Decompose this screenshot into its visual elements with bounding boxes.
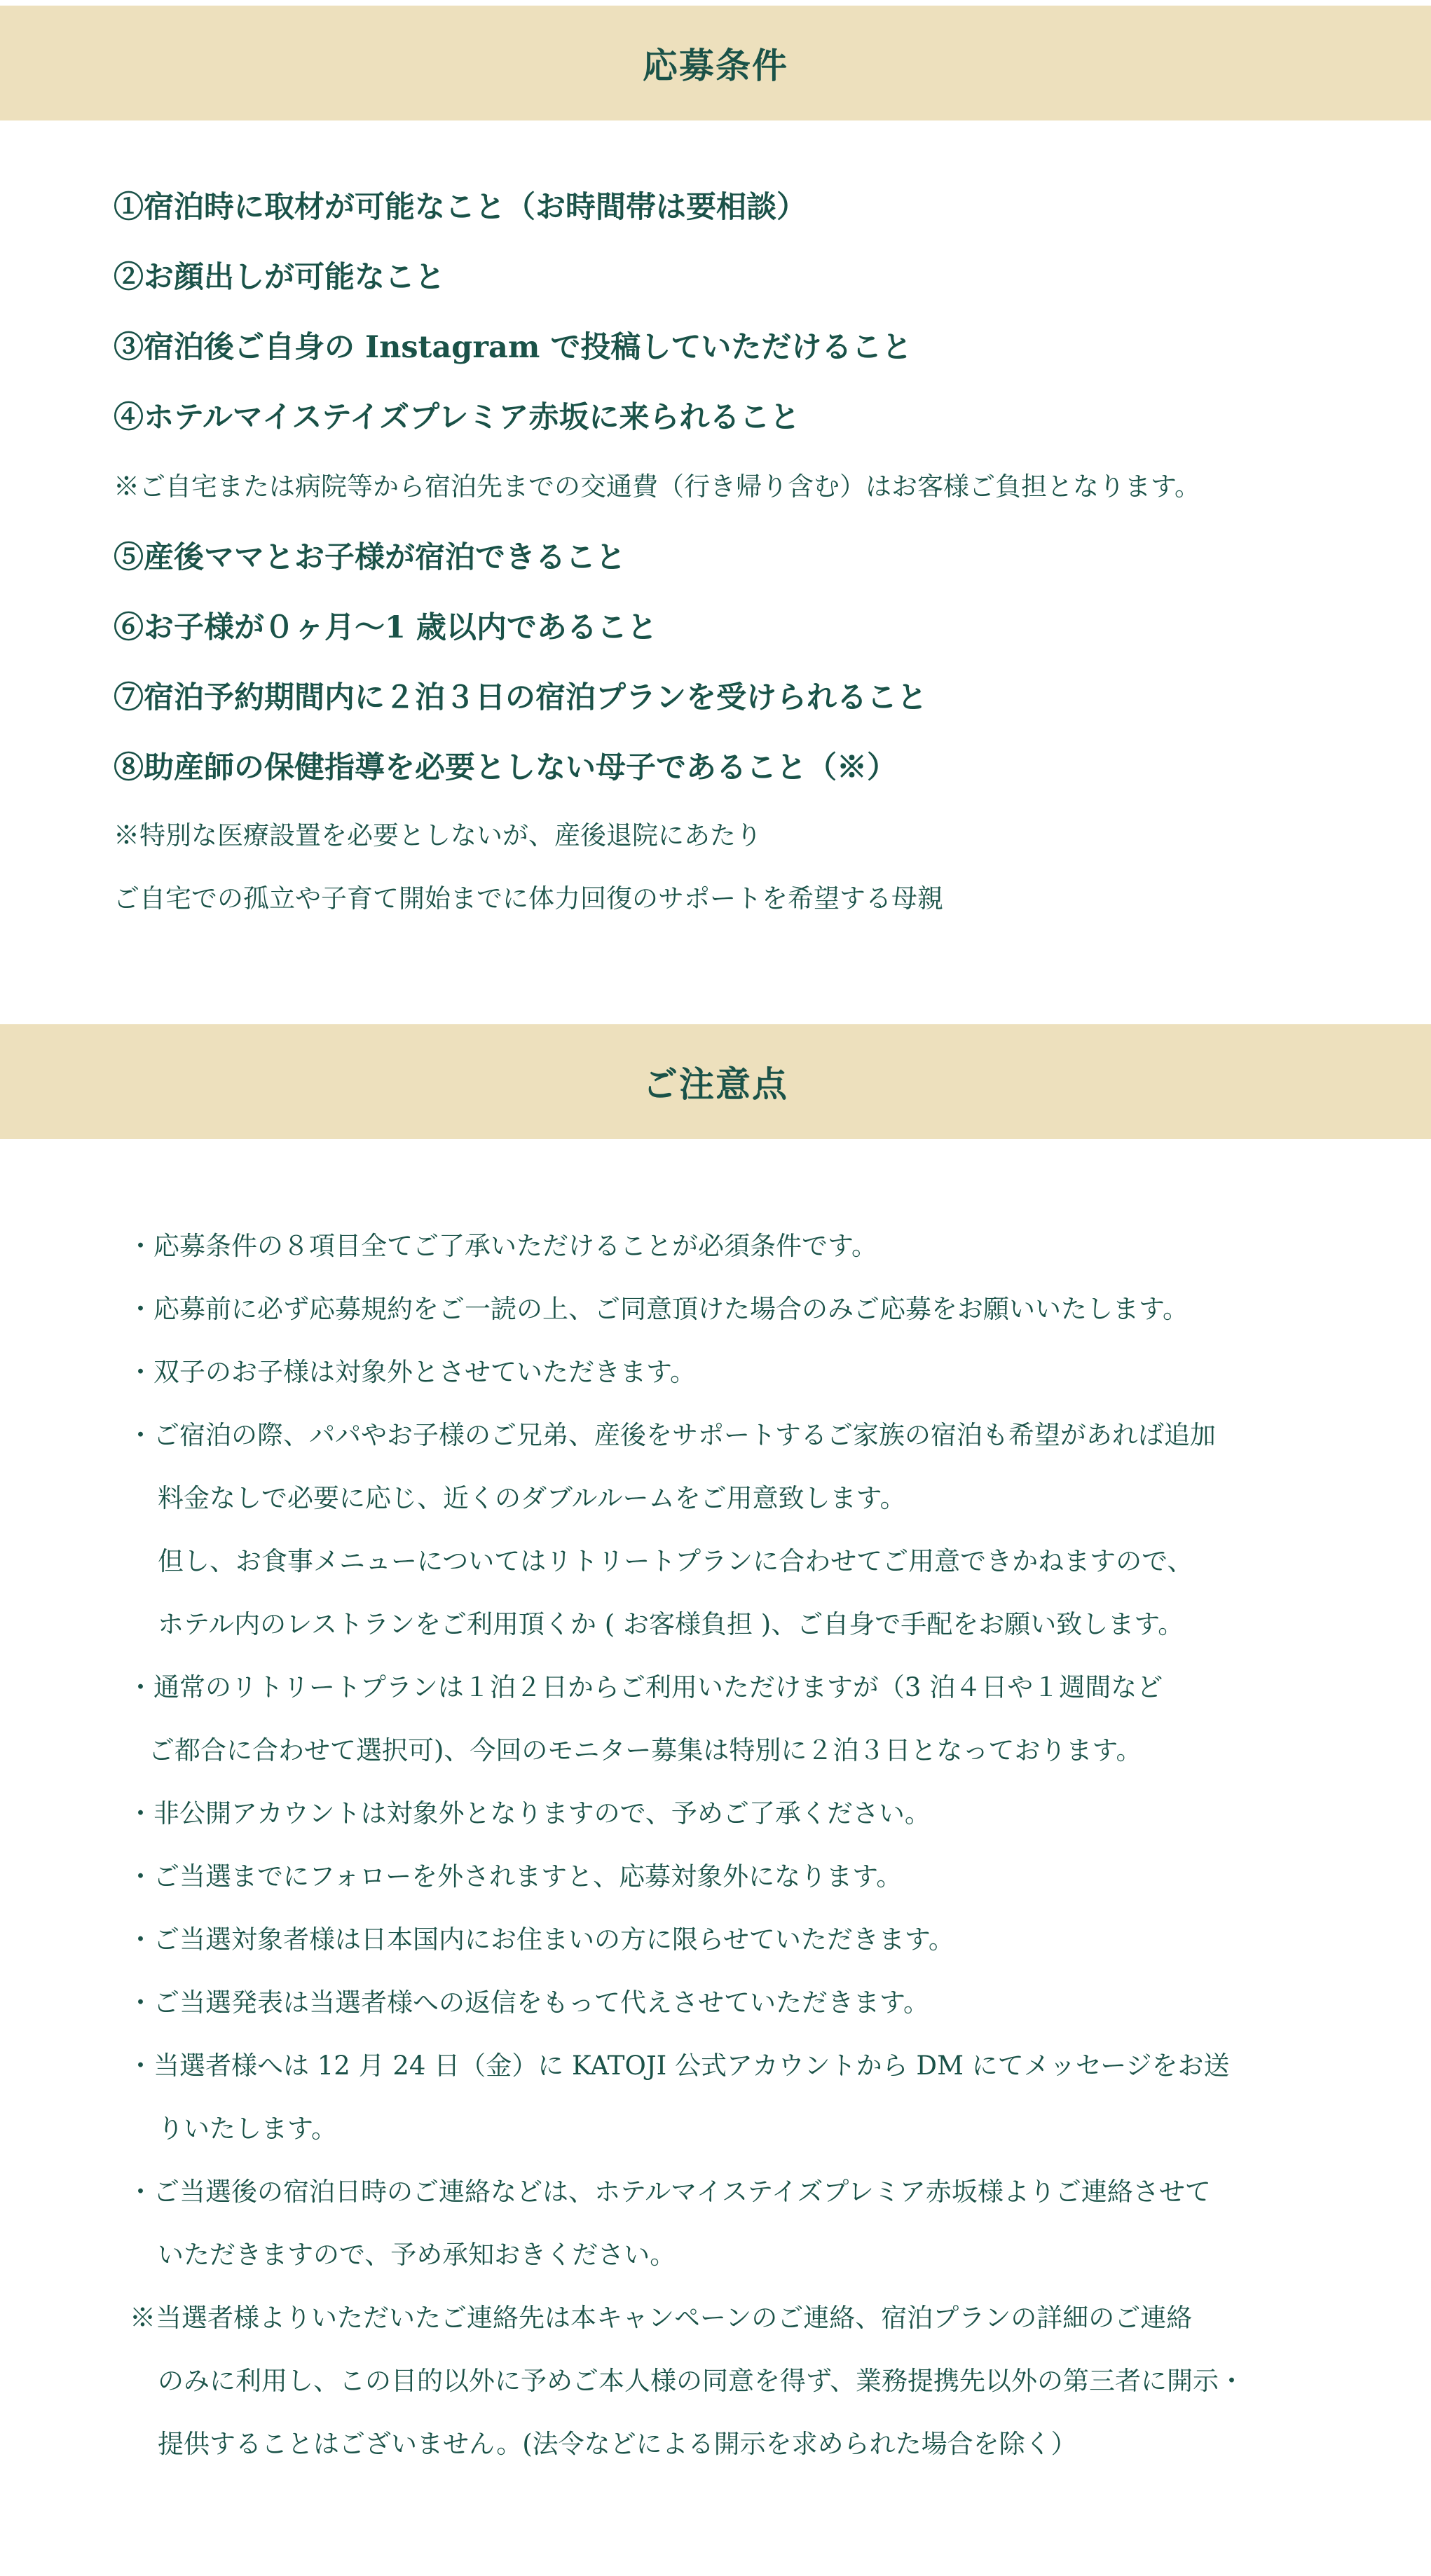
condition-item-2: ②お顔出しが可能なこと [114,260,445,295]
conditions-title: 応募条件 [643,45,788,86]
notice-line: ご都合に合わせて選択可)、今回のモニター募集は特別に２泊３日となっております。 [149,1735,1142,1765]
notice-line: ・通常のリトリートプランは１泊２日からご利用いただけますが（3 泊４日や１週間など [128,1672,1163,1702]
notice-line: のみに利用し、この目的以外に予めご本人様の同意を得ず、業務提携先以外の第三者に開示・ [158,2366,1245,2396]
notice-line: ・非公開アカウントは対象外となりますので、予めご了承ください。 [128,1798,931,1828]
condition-item-6: ⑥お子様が０ヶ月〜1 歳以内であること [114,610,657,645]
condition-item-5: ⑤産後ママとお子様が宿泊できること [114,540,626,575]
condition-item-8: ⑧助産師の保健指導を必要としない母子であること（※） [114,750,897,785]
notice-line: ・ご当選後の宿泊日時のご連絡などは、ホテルマイステイズプレミア赤坂様よりご連絡させて [128,2177,1211,2207]
notice-line: ・双子のお子様は対象外とさせていただきます。 [128,1357,697,1387]
notice-line: ・応募前に必ず応募規約をご一読の上、ご同意頂けた場合のみご応募をお願いいたします。 [128,1294,1189,1324]
condition-note-medical-2: ご自宅での孤立や子育て開始までに体力回復のサポートを希望する母親 [114,883,943,914]
notice-line: ホテル内のレストランをご利用頂くか ( お客様負担 )、ご自身で手配をお願い致します。 [158,1609,1184,1639]
notice-line: ・ご当選対象者様は日本国内にお住まいの方に限らせていただきます。 [128,1924,954,1955]
notice-line: 提供することはございません。(法令などによる開示を求められた場合を除く） [158,2429,1077,2459]
notice-line: ・ご当選発表は当選者様への返信をもって代えさせていただきます。 [128,1988,930,2018]
condition-item-7: ⑦宿泊予約期間内に２泊３日の宿泊プランを受けられること [114,680,927,715]
notice-line: ・ご当選までにフォローを外されますと、応募対象外になります。 [128,1861,903,1892]
notice-line: いただきますので、予め承知おきください。 [158,2240,676,2270]
condition-item-4: ④ホテルマイステイズプレミア赤坂に来られること [114,400,800,435]
notes-header-band [0,1024,1431,1139]
condition-note-transport: ※ご自宅または病院等から宿泊先までの交通費（行き帰り含む）はお客様ご負担となります。 [114,471,1201,502]
notice-line: 但し、お食事メニューについてはリトリートプランに合わせてご用意できかねますので、 [158,1546,1193,1576]
notice-line: りいたします。 [158,2114,338,2144]
notice-line: ・当選者様へは 12 月 24 日（金）に KATOJI 公式アカウントから DM にてメッセージをお送 [128,2051,1230,2081]
notice-line: 料金なしで必要に応じ、近くのダブルルームをご用意致します。 [158,1483,906,1513]
notice-line: ・ご宿泊の際、パパやお子様のご兄弟、産後をサポートするご家族の宿泊も希望があれば追加 [128,1420,1216,1450]
notes-title: ご注意点 [643,1063,788,1105]
condition-item-3: ③宿泊後ご自身の Instagram で投稿していただけること [114,330,912,365]
condition-note-medical-1: ※特別な医療設置を必要としないが、産後退院にあたり [114,820,762,850]
notice-line: ・応募条件の８項目全てご了承いただけることが必須条件です。 [128,1231,878,1261]
condition-item-1: ①宿泊時に取材が可能なこと（お時間帯は要相談） [114,190,807,225]
conditions-header-band [0,6,1431,120]
notice-line: ※当選者様よりいただいたご連絡先は本キャンペーンのご連絡、宿泊プランの詳細のご連絡 [130,2303,1193,2333]
